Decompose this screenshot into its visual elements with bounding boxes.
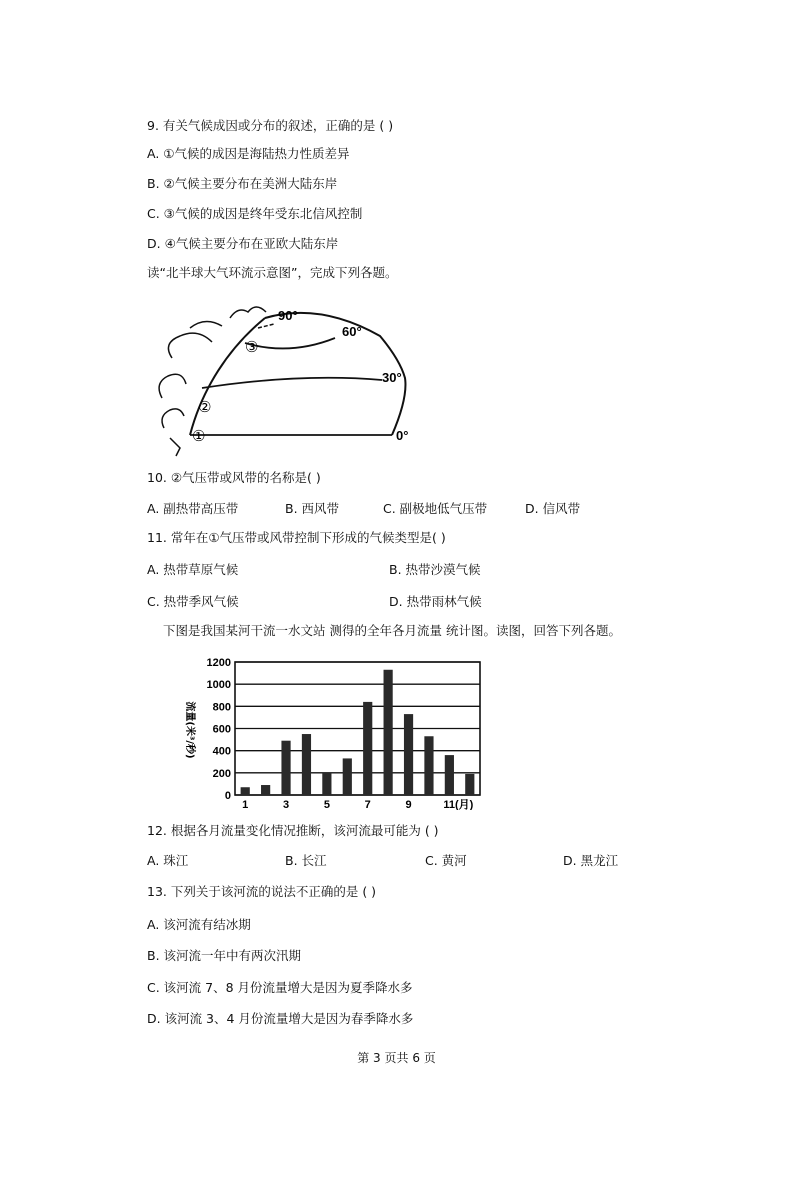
bar-month-12 xyxy=(465,774,474,795)
circulation-diagram xyxy=(150,298,425,458)
page-footer: 第 3 页共 6 页 xyxy=(357,1051,436,1065)
q13-option-a: A. 该河流有结冰期 xyxy=(147,917,251,932)
q11-stem: 11. 常年在①气压带或风带控制下形成的气候类型是( ) xyxy=(147,530,446,545)
q10-option-b: B. 西风带 xyxy=(285,501,340,516)
q12-option-c: C. 黄河 xyxy=(425,853,467,868)
q12-option-b: B. 长江 xyxy=(285,853,327,868)
latitude-line-30 xyxy=(202,378,382,388)
earth-outline-left xyxy=(190,318,265,435)
bar-month-7 xyxy=(363,702,372,795)
marker-1: ① xyxy=(192,427,206,445)
bar-month-3 xyxy=(281,741,290,795)
q10-option-d: D. 信风带 xyxy=(525,501,581,516)
x-tick-label: 5 xyxy=(323,799,330,810)
q10-option-a: A. 副热带高压带 xyxy=(147,501,239,516)
q9-option-a: A. ①气候的成因是海陆热力性质差异 xyxy=(147,146,350,161)
chart-grid xyxy=(235,662,480,795)
chart-y-label: 流量(米³/秒) xyxy=(184,701,195,759)
marker-3: ③ xyxy=(245,338,259,356)
y-tick-label: 800 xyxy=(212,701,231,714)
circulation-arrow xyxy=(170,438,180,456)
q10-stem: 10. ②气压带或风带的名称是( ) xyxy=(147,470,321,485)
y-tick-label: 600 xyxy=(212,723,231,736)
x-tick-label: 3 xyxy=(282,799,290,810)
y-tick-label: 1000 xyxy=(206,679,231,692)
q13-stem: 13. 下列关于该河流的说法不正确的是 ( ) xyxy=(147,884,377,899)
y-tick-label: 400 xyxy=(212,745,231,758)
q10-option-c: C. 副极地低气压带 xyxy=(383,501,488,516)
lat-label-0: 0° xyxy=(396,428,409,443)
q12-option-d: D. 黑龙江 xyxy=(563,853,619,868)
circulation-arrow xyxy=(190,321,222,328)
q13-option-d: D. 该河流 3、4 月份流量增大是因为春季降水多 xyxy=(147,1011,414,1026)
bar-month-2 xyxy=(261,785,270,795)
bar-month-10 xyxy=(424,736,433,795)
chart-bars xyxy=(241,670,475,795)
flow-bar-chart xyxy=(175,650,485,810)
q13-option-b: B. 该河流一年中有两次汛期 xyxy=(147,948,302,963)
x-tick-label: 1 xyxy=(242,799,249,810)
x-tick-label: 9 xyxy=(405,799,412,810)
circulation-arrow xyxy=(258,324,274,328)
bar-month-9 xyxy=(404,714,413,795)
circulation-arrow xyxy=(159,374,186,398)
bar-month-4 xyxy=(302,734,311,795)
chart-y-ticks xyxy=(207,657,231,802)
bar-month-5 xyxy=(322,773,331,795)
q12-option-a: A. 珠江 xyxy=(147,853,189,868)
q12-stem: 12. 根据各月流量变化情况推断，该河流最可能为 ( ) xyxy=(147,823,439,838)
q9-option-d: D. ④气候主要分布在亚欧大陆东岸 xyxy=(147,236,339,251)
x-tick-label: 7 xyxy=(364,799,371,810)
latitude-line-60 xyxy=(245,338,335,348)
intro-circulation: 读“北半球大气环流示意图”，完成下列各题。 xyxy=(147,265,398,280)
q11-option-c: C. 热带季风气候 xyxy=(147,594,239,609)
bar-month-6 xyxy=(343,758,352,795)
x-tick-label: 11(月) xyxy=(443,799,474,810)
q11-option-a: A. 热带草原气候 xyxy=(147,562,239,577)
q9-option-b: B. ②气候主要分布在美洲大陆东岸 xyxy=(147,176,338,191)
lat-label-60: 60° xyxy=(342,324,362,339)
q11-option-d: D. 热带雨林气候 xyxy=(389,594,482,609)
y-tick-label: 200 xyxy=(212,767,231,780)
q9-option-c: C. ③气候的成因是终年受东北信风控制 xyxy=(147,206,363,221)
lat-label-90: 90° xyxy=(278,308,298,323)
y-tick-label: 0 xyxy=(224,790,231,802)
q13-option-c: C. 该河流 7、8 月份流量增大是因为夏季降水多 xyxy=(147,980,413,995)
intro-river: 下图是我国某河干流一水文站 测得的全年各月流量 统计图。读图，回答下列各题。 xyxy=(163,623,621,638)
lat-label-30: 30° xyxy=(382,370,402,385)
bar-month-11 xyxy=(445,755,454,795)
y-tick-label: 1200 xyxy=(206,657,231,669)
circulation-arrow xyxy=(168,333,212,358)
bar-month-1 xyxy=(241,787,250,795)
circulation-arrow xyxy=(230,307,266,318)
chart-x-ticks xyxy=(242,798,474,810)
circulation-arrow xyxy=(162,409,184,428)
q11-option-b: B. 热带沙漠气候 xyxy=(389,562,481,577)
q9-stem: 9. 有关气候成因或分布的叙述，正确的是 ( ) xyxy=(147,118,394,133)
bar-month-8 xyxy=(384,670,393,795)
marker-2: ② xyxy=(198,398,212,416)
